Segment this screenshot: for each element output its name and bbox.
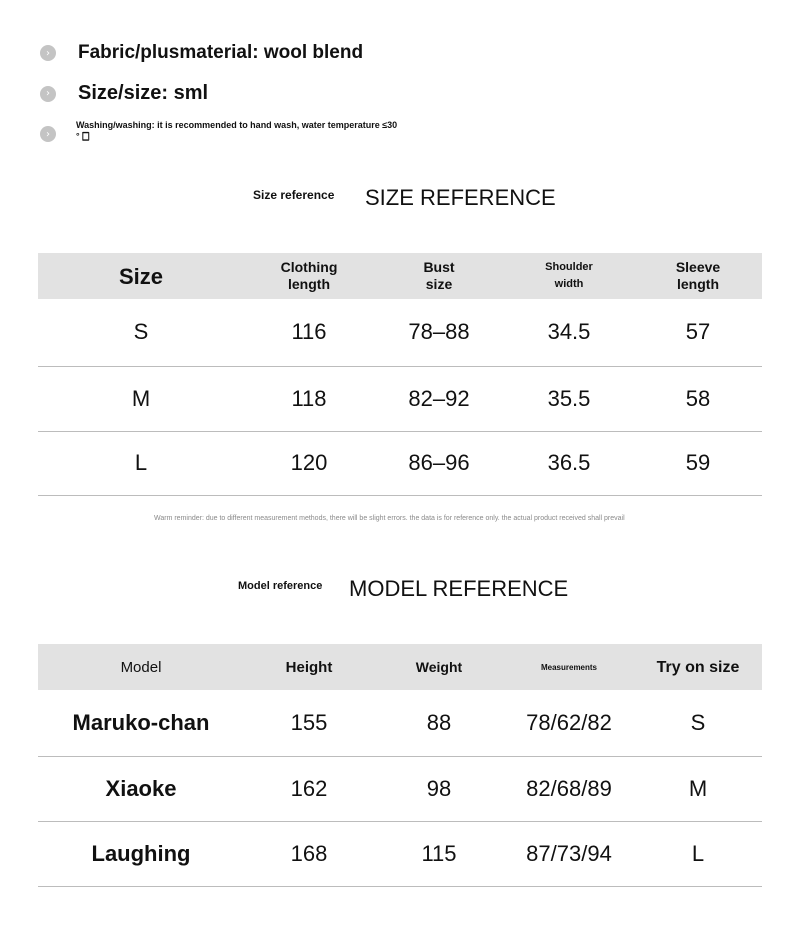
header-bust-size: Bust size	[374, 253, 504, 299]
cell-clothing-length: 116	[244, 299, 374, 366]
model-reference-title: MODEL REFERENCE	[349, 576, 569, 601]
cell-height: 168	[244, 821, 374, 886]
cell-try-on-size: S	[634, 690, 762, 756]
header-sleeve-length: Sleeve length	[634, 253, 762, 299]
cell-clothing-length: 118	[244, 366, 374, 431]
cell-model-name: Xiaoke	[38, 756, 244, 821]
cell-weight: 115	[374, 821, 504, 886]
table-row	[38, 821, 762, 886]
cell-shoulder-width: 36.5	[504, 431, 634, 495]
cell-bust-size: 78–88	[374, 299, 504, 366]
size-reference-title: SIZE REFERENCE	[365, 185, 556, 210]
cell-size: M	[38, 366, 244, 431]
header-shoulder-width: Shoulder width	[504, 253, 634, 299]
header-measurements: Measurements	[504, 644, 634, 690]
cell-shoulder-width: 34.5	[504, 299, 634, 366]
cell-sleeve-length: 57	[634, 299, 762, 366]
washing-extra: ° 🀆	[76, 131, 90, 141]
cell-sleeve-length: 58	[634, 366, 762, 431]
cell-size: L	[38, 431, 244, 495]
model-table	[38, 644, 762, 887]
washing-info	[40, 120, 397, 142]
fabric-info	[40, 42, 363, 64]
table-row	[38, 756, 762, 821]
cell-size: S	[38, 299, 244, 366]
cell-height: 162	[244, 756, 374, 821]
cell-measurements: 87/73/94	[504, 821, 634, 886]
model-table-header-row	[38, 644, 762, 690]
cell-clothing-length: 120	[244, 431, 374, 495]
cell-bust-size: 82–92	[374, 366, 504, 431]
table-row	[38, 431, 762, 495]
cell-bust-size: 86–96	[374, 431, 504, 495]
cell-weight: 88	[374, 690, 504, 756]
cell-measurements: 82/68/89	[504, 756, 634, 821]
cell-model-name: Maruko-chan	[38, 690, 244, 756]
chevron-right-icon: ›	[40, 86, 56, 102]
washing-line: Washing/washing: it is recommended to hand wash, water temperature ≤30	[76, 120, 398, 130]
cell-weight: 98	[374, 756, 504, 821]
header-size: Size	[38, 253, 244, 299]
size-info	[40, 82, 208, 105]
header-height: Height	[244, 644, 374, 690]
chevron-right-icon: ›	[40, 45, 56, 61]
fabric-text: Fabric/plusmaterial: wool blend	[78, 42, 364, 63]
washing-text	[76, 120, 397, 142]
table-row	[38, 299, 762, 366]
table-row	[38, 366, 762, 431]
chevron-right-icon: ›	[40, 126, 56, 142]
header-model: Model	[38, 644, 244, 690]
cell-model-name: Laughing	[38, 821, 244, 886]
header-weight: Weight	[374, 644, 504, 690]
size-reference-small-label: Size reference	[253, 188, 335, 202]
warm-reminder-note: Warm reminder: due to different measurement methods, there will be slight errors. the data is for reference only. the actual product received shall prevail	[154, 515, 625, 522]
cell-height: 155	[244, 690, 374, 756]
cell-sleeve-length: 59	[634, 431, 762, 495]
cell-try-on-size: M	[634, 756, 762, 821]
cell-measurements: 78/62/82	[504, 690, 634, 756]
size-table-header-row	[38, 253, 762, 299]
header-try-on-size: Try on size	[634, 644, 762, 690]
size-text: Size/size: sml	[78, 82, 209, 104]
cell-try-on-size: L	[634, 821, 762, 886]
size-table	[38, 253, 762, 496]
model-reference-small-label: Model reference	[238, 580, 323, 592]
header-clothing-length: Clothing length	[244, 253, 374, 299]
cell-shoulder-width: 35.5	[504, 366, 634, 431]
table-row	[38, 690, 762, 756]
